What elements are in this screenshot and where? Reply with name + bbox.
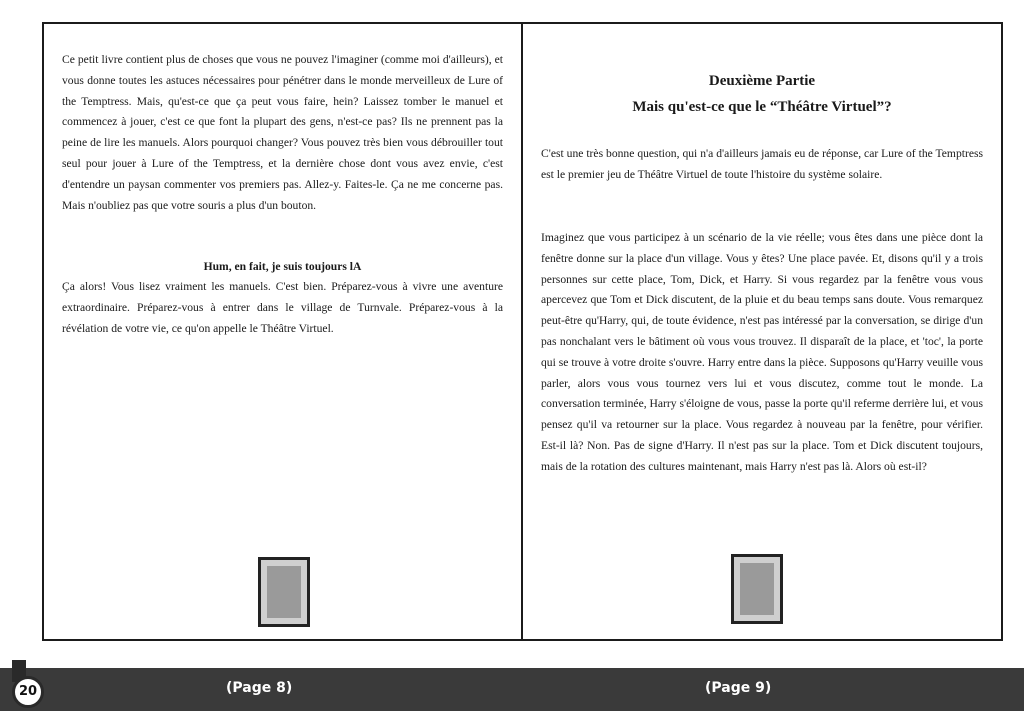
right-page-number: (Page 9) xyxy=(705,680,772,696)
section-title: Deuxième Partie xyxy=(708,73,816,89)
statue-illustration xyxy=(731,554,783,624)
left-page-number: (Page 8) xyxy=(226,680,293,696)
right-intro-paragraph: C'est une très bonne question, qui n'a d'ailleurs jamais eu de réponse, car Lure of the Temptress est le premier jeu de Théâtre Virtuel de toute l'histoire du système solaire. xyxy=(541,147,983,181)
left-body-paragraph: Ça alors! Vous lisez vraiment les manuels. C'est bien. Préparez-vous à vivre une aventure extraordinaire. Préparez-vous à entrer dans le village de Turnvale. Préparez-vous à la révélation de votre vie, ce qu'on appelle le Théâtre Virtuel. xyxy=(62,280,503,335)
character-illustration xyxy=(258,557,310,627)
section-subtitle: Mais qu'est-ce que le “Théâtre Virtuel”? xyxy=(632,99,892,115)
right-body-paragraph: Imaginez que vous participez à un scénario de la vie réelle; vous êtes dans une pièce dont la fenêtre donne sur la place d'un village. Vous y êtes? Une place pavée. Et, disons qu'il y a trois personnes sur cette place, Tom, Dick, et Harry. Si vous regardez par la fenêtre vous vous apercevez que Tom et Dick discutent, de la pluie et du beau temps sans doute. Vous remarquez peut-être qu'Harry, qui, de toute évidence, n'est pas intéressé par la conversation, se dirige d'un pas nonchalant vers le bâtiment où vous vous trouvez. Il disparaît de la place, et 'toc', la porte qui se trouve à votre droite s'ouvre. Harry entre dans la pièce. Supposons qu'Harry veuille vous parler, alors vous vous tournez vers lui et vous discutez, comme tout le monde. La conversation terminée, Harry s'éloigne de vous, passe la porte qu'il referme derrière lui, et vous pensez qu'il va retourner sur la place. Vous regardez à nouveau par la fenêtre, pour vérifier. Est-il là? Non. Pas de signe d'Harry. Il n'est pas sur la place. Tom et Dick discutent toujours, mais de la rotation des cultures maintenant, mais Harry n'est pas là. Alors où est-il? xyxy=(541,231,983,473)
left-intro-paragraph: Ce petit livre contient plus de choses que vous ne pouvez l'imaginer (comme moi d'ailleurs), et vous donne toutes les astuces nécessaires pour pénétrer dans le monde merveilleux de Lure of the Temptress. Mais, qu'est-ce que ça peut vous faire, hein? Laissez tomber le manuel et commencez à jouer, c'est ce que font la plupart des gens, n'est-ce pas? Ils ne prennent pas la peine de lire les manuels. Alors pourquoi changer? Vous pouvez très bien vous débrouiller tout seul pour jouer à Lure of the Temptress, et la dernière chose dont vous avez envie, c'est d'entendre un paysan commenter vos premiers pas. Allez-y. Faites-le. Ça ne me concerne pas. Mais n'oubliez pas que votre souris a plus d'un bouton. xyxy=(62,53,503,212)
right-page xyxy=(521,22,1003,641)
left-subheading: Hum, en fait, je suis toujours lA xyxy=(203,260,362,273)
page-footer-bar xyxy=(0,668,1024,711)
manual-page-badge: 20 xyxy=(12,676,44,708)
left-page xyxy=(42,22,523,641)
